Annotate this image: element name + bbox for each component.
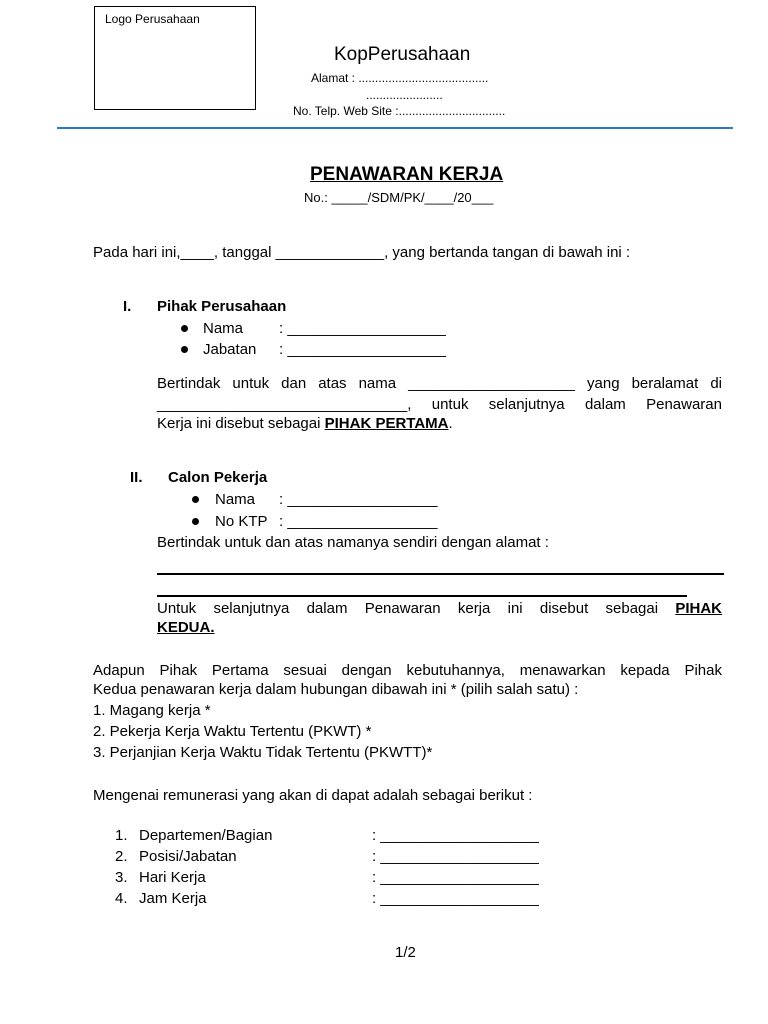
remuneration-item-label: Jam Kerja: [139, 890, 207, 907]
document-title: PENAWARAN KERJA: [310, 164, 504, 185]
address-intro: Bertindak untuk dan atas namanya sendiri dengan alamat :: [157, 534, 549, 551]
field-value: : ___________________: [279, 320, 446, 337]
remuneration-item-value: : ___________________: [372, 827, 539, 844]
section-1-paragraph-line-3: Kerja ini disebut sebagai PIHAK PERTAMA.: [157, 415, 453, 432]
field-label: Jabatan: [203, 341, 257, 358]
header-divider: [57, 127, 733, 129]
bullet-icon: [192, 518, 199, 525]
offer-option: 3. Perjanjian Kerja Waktu Tidak Tertentu (PKWTT)*: [93, 744, 433, 761]
pihak-kedua-label-part-2: KEDUA.: [157, 619, 215, 636]
field-value: : __________________: [279, 491, 438, 508]
offer-paragraph-line-2: Kedua penawaran kerja dalam hubungan dibawah ini * (pilih salah satu) :: [93, 681, 579, 698]
field-label: No KTP: [215, 513, 268, 530]
remuneration-item-label: Posisi/Jabatan: [139, 848, 237, 865]
section-1-paragraph-line-1: Bertindak untuk dan atas nama ____________________ yang beralamat di: [157, 375, 722, 392]
offer-paragraph-line-1: Adapun Pihak Pertama sesuai dengan kebutuhannya, menawarkan kepada Pihak: [93, 662, 722, 679]
opening-statement: Pada hari ini,____, tanggal _____________, yang bertanda tangan di bawah ini :: [93, 244, 631, 261]
section-1-numeral: I.: [123, 298, 132, 315]
remuneration-item-value: : ___________________: [372, 890, 539, 907]
section-2-heading: Calon Pekerja: [168, 469, 268, 486]
field-value: : __________________: [279, 513, 438, 530]
offer-option: 2. Pekerja Kerja Waktu Tertentu (PKWT) *: [93, 723, 372, 740]
remuneration-item-number: 1.: [115, 827, 128, 844]
document-number: No.: _____/SDM/PK/____/20___: [304, 190, 494, 205]
logo-label: Logo Perusahaan: [105, 12, 200, 26]
section-2-closing-line-1: Untuk selanjutnya dalam Penawaran kerja ini disebut sebagai PIHAK: [157, 600, 722, 617]
bullet-icon: [181, 346, 188, 353]
remuneration-intro: Mengenai remunerasi yang akan di dapat adalah sebagai berikut :: [93, 787, 533, 804]
address-line-2: [157, 595, 687, 597]
section-1-paragraph-line-2: ______________________________, untuk selanjutnya dalam Penawaran: [157, 396, 722, 413]
company-logo-placeholder: [94, 6, 256, 110]
remuneration-item-value: : ___________________: [372, 848, 539, 865]
remuneration-item-number: 4.: [115, 890, 128, 907]
remuneration-item-number: 3.: [115, 869, 128, 886]
company-address-continued: .......................: [366, 88, 443, 102]
address-line-1: [157, 573, 724, 575]
company-contact: No. Telp. Web Site :................................: [293, 104, 506, 118]
company-name: KopPerusahaan: [334, 44, 471, 65]
remuneration-item-label: Hari Kerja: [139, 869, 206, 886]
pihak-pertama-label: PIHAK PERTAMA: [324, 415, 449, 432]
company-address: Alamat : .......................................: [311, 71, 489, 85]
offer-option: 1. Magang kerja *: [93, 702, 211, 719]
field-label: Nama: [203, 320, 244, 337]
section-1-heading: Pihak Perusahaan: [157, 298, 287, 315]
page-number: 1/2: [395, 944, 416, 961]
field-label: Nama: [215, 491, 256, 508]
remuneration-item-number: 2.: [115, 848, 128, 865]
pihak-kedua-label-part-1: PIHAK: [675, 600, 722, 617]
remuneration-item-label: Departemen/Bagian: [139, 827, 273, 844]
section-2-numeral: II.: [130, 469, 143, 486]
bullet-icon: [192, 496, 199, 503]
bullet-icon: [181, 325, 188, 332]
remuneration-item-value: : ___________________: [372, 869, 539, 886]
field-value: : ___________________: [279, 341, 446, 358]
